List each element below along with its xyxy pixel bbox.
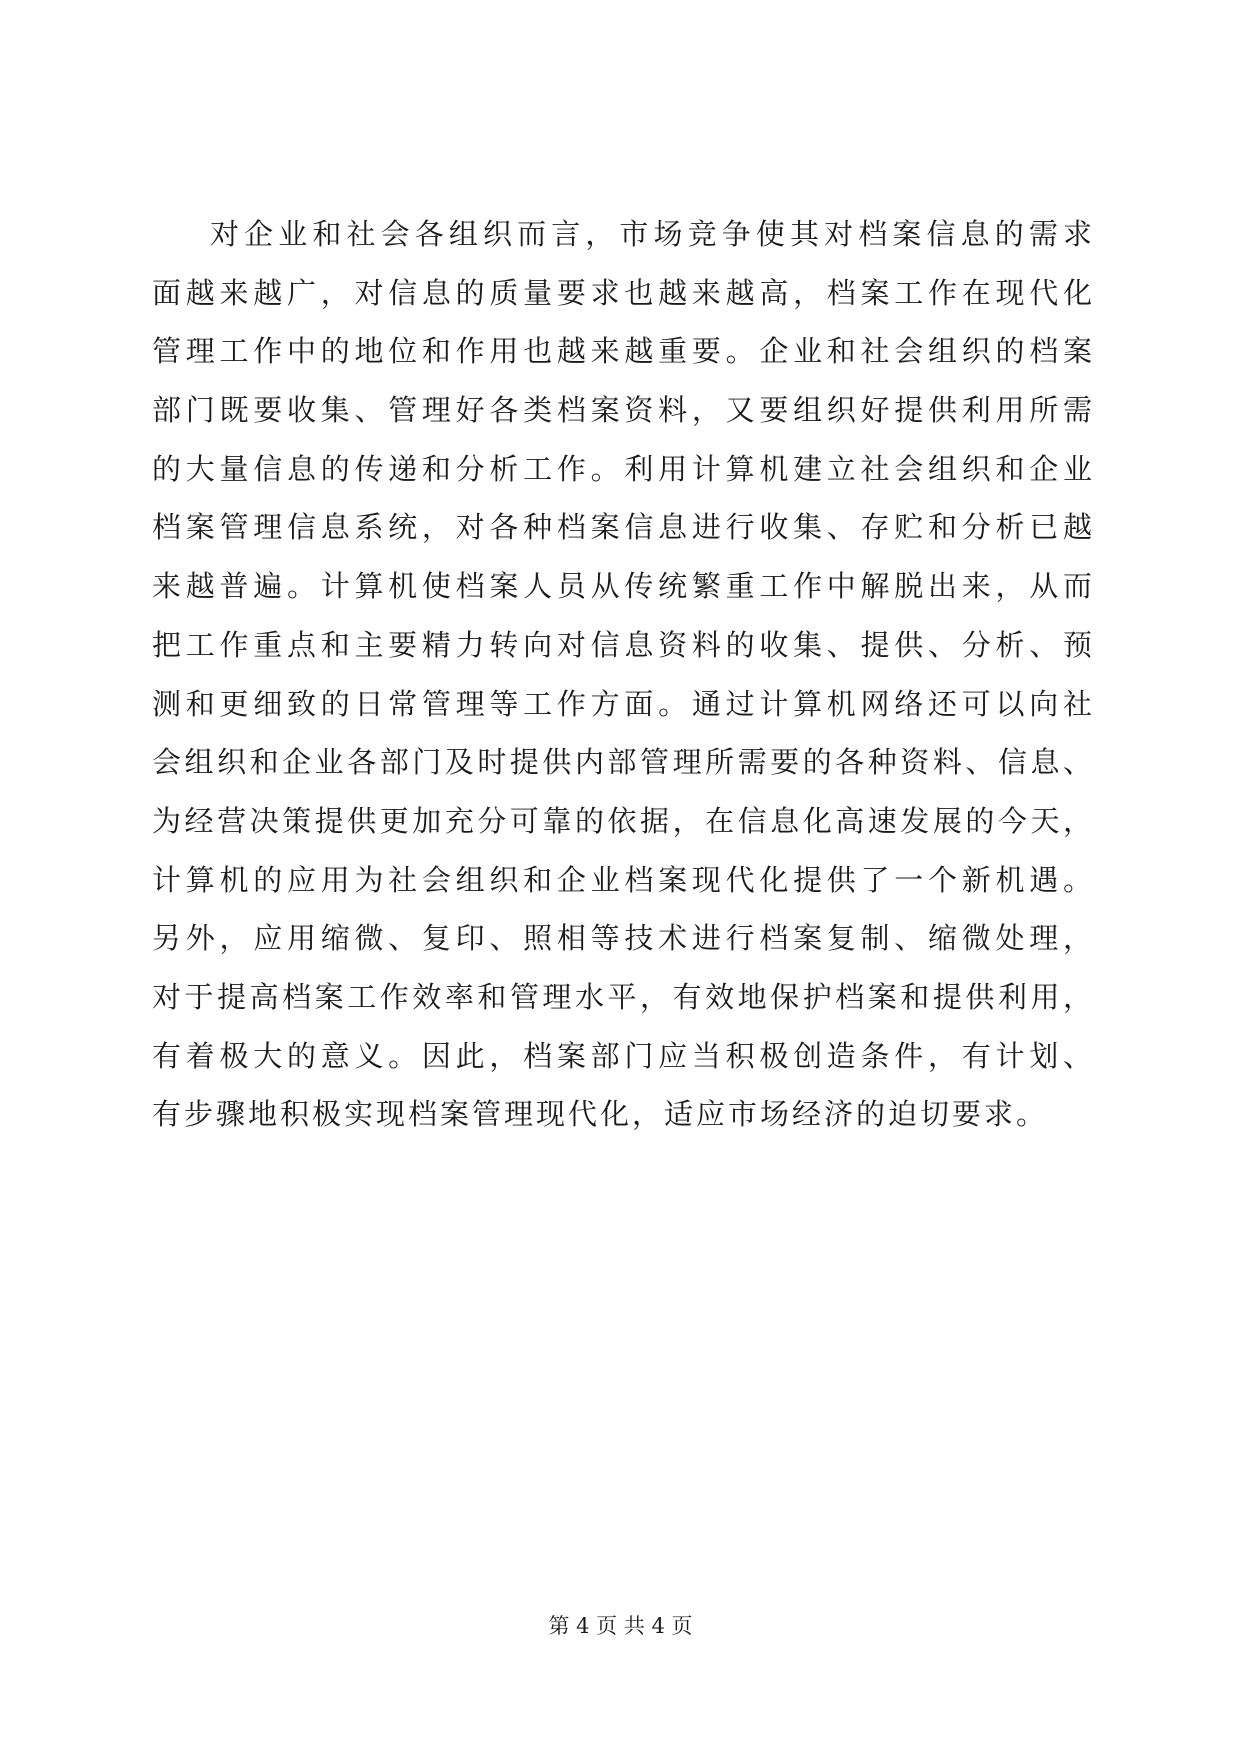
paragraph-line: 部门既要收集、管理好各类档案资料，又要组织好提供利用所需 bbox=[152, 393, 1092, 428]
paragraph-line: 对企业和社会各组织而言，市场竞争使其对档案信息的需求 bbox=[210, 217, 1092, 251]
paragraph-line: 会组织和企业各部门及时提供内部管理所需要的各种资料、信息、 bbox=[152, 745, 1092, 780]
paragraph-line: 对于提高档案工作效率和管理水平，有效地保护档案和提供利用， bbox=[152, 979, 1092, 1014]
paragraph-line: 有步骤地积极实现档案管理现代化，适应市场经济的迫切要求。 bbox=[152, 1097, 1049, 1132]
paragraph-line: 为经营决策提供更加充分可靠的依据，在信息化高速发展的今天， bbox=[152, 803, 1092, 838]
body-paragraph bbox=[152, 205, 1092, 1144]
paragraph-line: 计算机的应用为社会组织和企业档案现代化提供了一个新机遇。 bbox=[152, 862, 1092, 897]
paragraph-line: 的大量信息的传递和分析工作。利用计算机建立社会组织和企业 bbox=[152, 451, 1092, 486]
paragraph-line: 有着极大的意义。因此，档案部门应当积极创造条件，有计划、 bbox=[152, 1038, 1092, 1073]
paragraph-line: 面越来越广，对信息的质量要求也越来越高，档案工作在现代化 bbox=[152, 275, 1092, 310]
paragraph-line: 把工作重点和主要精力转向对信息资料的收集、提供、分析、预 bbox=[152, 627, 1092, 662]
paragraph-line: 管理工作中的地位和作用也越来越重要。企业和社会组织的档案 bbox=[152, 334, 1092, 369]
paragraph-line: 来越普遍。计算机使档案人员从传统繁重工作中解脱出来，从而 bbox=[152, 569, 1092, 604]
paragraph-line: 另外，应用缩微、复印、照相等技术进行档案复制、缩微处理， bbox=[152, 921, 1092, 956]
paragraph-line: 测和更细致的日常管理等工作方面。通过计算机网络还可以向社 bbox=[152, 686, 1092, 721]
page-number-footer: 第 4 页 共 4 页 bbox=[548, 1614, 693, 1638]
paragraph-line: 档案管理信息系统，对各种档案信息进行收集、存贮和分析已越 bbox=[152, 510, 1092, 545]
